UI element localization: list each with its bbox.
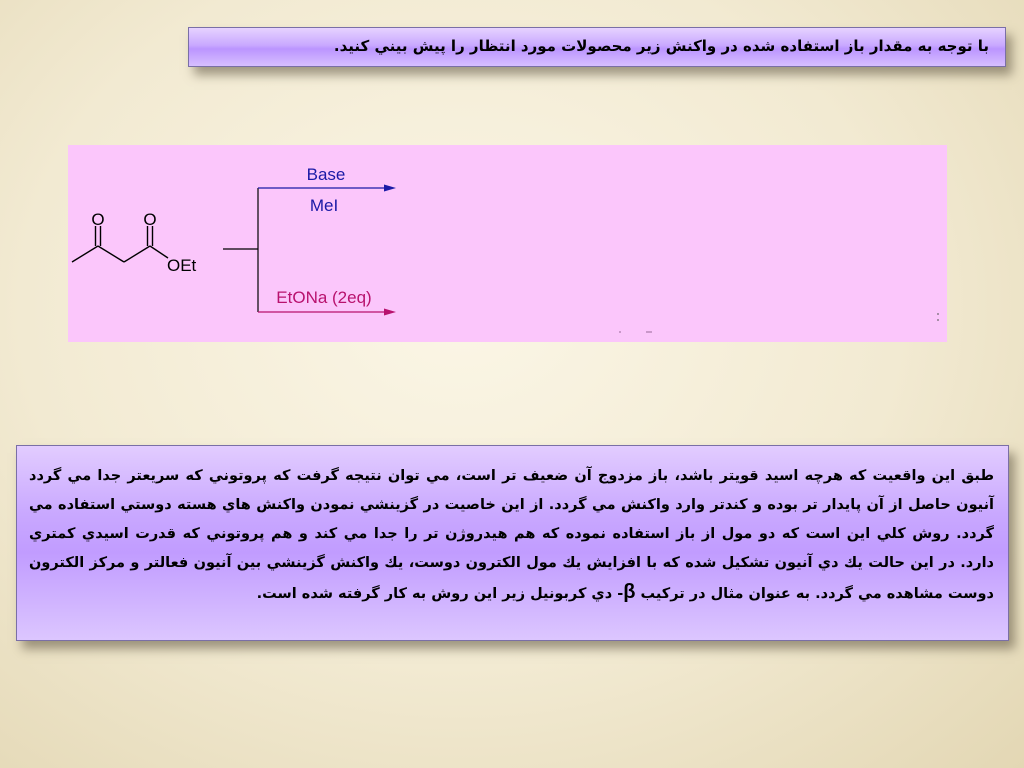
- title-text: با توجه به مقدار باز استفاده شده در واکنش زیر محصولات مورد انتظار را پیش بيني کنید.: [333, 37, 989, 55]
- arrowhead-icon: [384, 309, 396, 316]
- beta-symbol: β: [623, 581, 636, 603]
- explanation-text: [29, 462, 994, 609]
- top-reagent-mei: MeI: [309, 196, 339, 215]
- reaction-scheme-panel: [68, 145, 947, 342]
- arrowhead-icon: [384, 185, 396, 192]
- bond-c3-c4: [124, 246, 150, 262]
- atom-label-o2: O: [143, 210, 157, 229]
- bond-methyl: [72, 246, 98, 262]
- bottom-reagent-etona: EtONa (2eq): [276, 288, 372, 307]
- atom-label-oet: OEt: [167, 256, 197, 275]
- ethyl-acetoacetate-structure: [72, 226, 168, 262]
- bottom-reaction-arrow: [258, 309, 396, 316]
- explanation-text-part-2: - دي کربونیل زیر این روش به کار گرفته شده است.: [256, 586, 624, 602]
- top-reaction-arrow: [258, 185, 396, 192]
- branch-connector: [223, 188, 258, 312]
- explanation-text-part-1: طبق این واقعیت که هرچه اسید قویتر باشد، باز مزدوج آن ضعیف تر است، مي توان نتیجه گرفت که پروتوني که سریعتر جدا مي گردد آنیون حاصل از آن پایدار تر بوده و کندتر وارد واکنش مي گردد. از این خاصیت در گزینشي نمودن واکنش هاي هسته دوستي استفاده مي گردد. روش کلي این است که دو مول از باز استفاده نموده که هم هیدروژن تر را جدا مي کند و هم پروتوني که قدرت اسیدي کمتري دارد. در این حالت یك دي آنیون تشکیل شده که با افزایش یك مول الکترون دوست، یك واکنش گزینشي بین آنیون فعالتر و مرکز الکترون دوست مشاهده مي گردد. به عنوان مثال در ترکیب: [29, 468, 994, 602]
- atom-label-o1: O: [91, 210, 105, 229]
- top-reagent-base: Base: [306, 165, 346, 184]
- title-banner: [188, 27, 1006, 67]
- bond-c4-oet: [150, 246, 168, 258]
- reaction-scheme: [68, 145, 947, 342]
- explanation-box: [16, 445, 1009, 641]
- bond-c2-c3: [98, 246, 124, 262]
